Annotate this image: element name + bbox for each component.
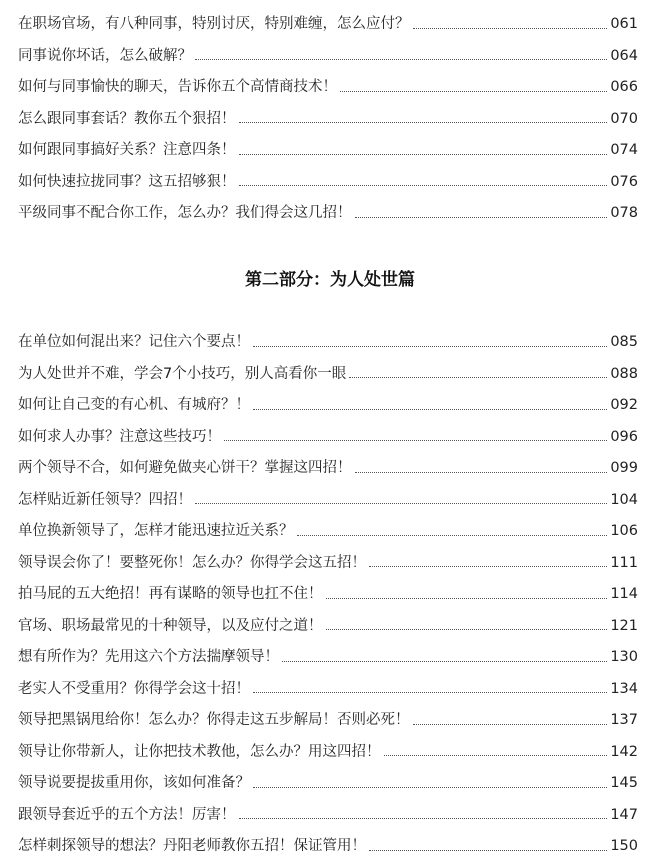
toc-entry-title: 跟领导套近乎的五个方法！厉害！	[18, 806, 236, 823]
toc-entry[interactable]	[18, 381, 638, 413]
toc-entry-title: 老实人不受重用？你得学会这十招！	[18, 680, 250, 697]
toc-entry-title: 同事说你坏话，怎么破解？	[18, 47, 192, 64]
toc-entry-page: 064	[610, 47, 638, 64]
toc-entry-title: 如何与同事愉快的聊天，告诉你五个高情商技术！	[18, 79, 337, 95]
dot-leader	[282, 661, 607, 662]
dot-leader	[253, 409, 607, 410]
dot-leader	[253, 787, 607, 788]
toc-entry-title: 如何快速拉拢同事？这五招够狠！	[18, 173, 236, 190]
toc-entry[interactable]	[18, 570, 638, 602]
toc-entry-title: 为人处世并不难，学会7个小技巧，别人高看你一眼	[18, 365, 347, 382]
toc-entry-page: 150	[610, 838, 638, 854]
toc-entry-title: 怎样贴近新任领导？四招！	[18, 491, 192, 508]
toc-entry-title: 怎样刺探领导的想法？丹阳老师教你五招！保证管用！	[18, 838, 366, 854]
toc-entry-title: 怎么跟同事套话？教你五个狠招！	[18, 110, 236, 127]
toc-entry-title: 拍马屁的五大绝招！再有谋略的领导也扛不住！	[18, 586, 323, 602]
dot-leader	[224, 440, 607, 441]
toc-entry-page: 085	[610, 334, 638, 350]
toc-entry[interactable]	[18, 95, 638, 127]
dot-leader	[297, 535, 608, 536]
toc-part1-list	[18, 0, 638, 221]
dot-leader	[253, 692, 607, 693]
toc-entry-page: 147	[610, 806, 638, 823]
toc-entry[interactable]	[18, 759, 638, 791]
toc-entry[interactable]	[18, 602, 638, 634]
dot-leader	[239, 185, 608, 186]
toc-entry-page: 114	[610, 586, 638, 602]
toc-entry-page: 121	[610, 617, 638, 634]
toc-entry[interactable]	[18, 350, 638, 382]
toc-entry-title: 领导误会你了！要整死你！怎么办？你得学会这五招！	[18, 554, 366, 571]
toc-entry-page: 104	[610, 491, 638, 508]
toc-entry[interactable]	[18, 189, 638, 221]
dot-leader	[340, 91, 607, 92]
toc-entry[interactable]	[18, 318, 638, 350]
dot-leader	[413, 724, 608, 725]
dot-leader	[369, 566, 607, 567]
dot-leader	[349, 377, 607, 378]
toc-entry-title: 领导把黑锅甩给你！怎么办？你得走这五步解局！否则必死！	[18, 712, 410, 728]
toc-entry-title: 如何跟同事搞好关系？注意四条！	[18, 142, 236, 158]
toc-entry[interactable]	[18, 32, 638, 64]
toc-entry-title: 在职场官场，有八种同事，特别讨厌，特别难缠，怎么应付？	[18, 16, 410, 32]
toc-entry-page: 078	[610, 205, 638, 221]
dot-leader	[239, 122, 608, 123]
dot-leader	[326, 629, 608, 630]
toc-entry-page: 061	[610, 16, 638, 32]
toc-entry[interactable]	[18, 507, 638, 539]
toc-entry[interactable]	[18, 696, 638, 728]
toc-entry[interactable]	[18, 63, 638, 95]
toc-entry-page: 076	[610, 173, 638, 190]
toc-entry-title: 领导说要提拔重用你，该如何准备？	[18, 775, 250, 791]
toc-entry-title: 平级同事不配合你工作，怎么办？我们得会这几招！	[18, 205, 352, 221]
toc-entry-page: 088	[610, 365, 638, 382]
toc-entry[interactable]	[18, 126, 638, 158]
toc-entry-page: 142	[610, 743, 638, 760]
toc-entry-title: 在单位如何混出来？记住六个要点！	[18, 334, 250, 350]
dot-leader	[195, 503, 607, 504]
toc-entry-title: 领导让你带新人，让你把技术教他，怎么办？用这四招！	[18, 743, 381, 760]
toc-entry-page: 066	[610, 79, 638, 95]
toc-entry-page: 130	[610, 649, 638, 665]
dot-leader	[239, 818, 608, 819]
dot-leader	[239, 154, 608, 155]
toc-entry-page: 074	[610, 142, 638, 158]
dot-leader	[384, 755, 608, 756]
toc-entry[interactable]	[18, 158, 638, 190]
toc-part2-list	[18, 318, 638, 854]
toc-entry-page: 106	[610, 523, 638, 539]
toc-entry-page: 145	[610, 775, 638, 791]
dot-leader	[369, 850, 607, 851]
toc-entry-page: 134	[610, 680, 638, 697]
toc-entry-title: 如何求人办事？注意这些技巧！	[18, 428, 221, 445]
toc-entry[interactable]	[18, 728, 638, 760]
toc-entry-title: 官场、职场最常见的十种领导，以及应付之道！	[18, 617, 323, 634]
toc-entry-page: 096	[610, 428, 638, 445]
toc-entry[interactable]	[18, 476, 638, 508]
dot-leader	[253, 346, 607, 347]
toc-entry-page: 070	[610, 110, 638, 127]
toc-entry-title: 单位换新领导了，怎样才能迅速拉近关系？	[18, 523, 294, 539]
toc-entry-title: 想有所作为？先用这六个方法揣摩领导！	[18, 649, 279, 665]
toc-entry[interactable]	[18, 0, 638, 32]
toc-entry-page: 111	[610, 554, 638, 571]
toc-entry[interactable]	[18, 413, 638, 445]
toc-entry-title: 如何让自己变的有心机、有城府？！	[18, 397, 250, 413]
toc-entry[interactable]	[18, 539, 638, 571]
dot-leader	[355, 217, 608, 218]
dot-leader	[326, 598, 608, 599]
dot-leader	[355, 472, 608, 473]
toc-entry[interactable]	[18, 633, 638, 665]
dot-leader	[195, 59, 607, 60]
toc-entry[interactable]	[18, 444, 638, 476]
toc-entry-page: 099	[610, 460, 638, 476]
toc-entry-title: 两个领导不合，如何避免做夹心饼干？掌握这四招！	[18, 460, 352, 476]
toc-entry-page: 137	[610, 712, 638, 728]
section-heading: 第二部分：为人处世篇	[245, 270, 415, 290]
toc-entry[interactable]	[18, 665, 638, 697]
dot-leader	[413, 28, 608, 29]
toc-entry[interactable]	[18, 791, 638, 823]
toc-entry[interactable]	[18, 822, 638, 854]
toc-entry-page: 092	[610, 397, 638, 413]
